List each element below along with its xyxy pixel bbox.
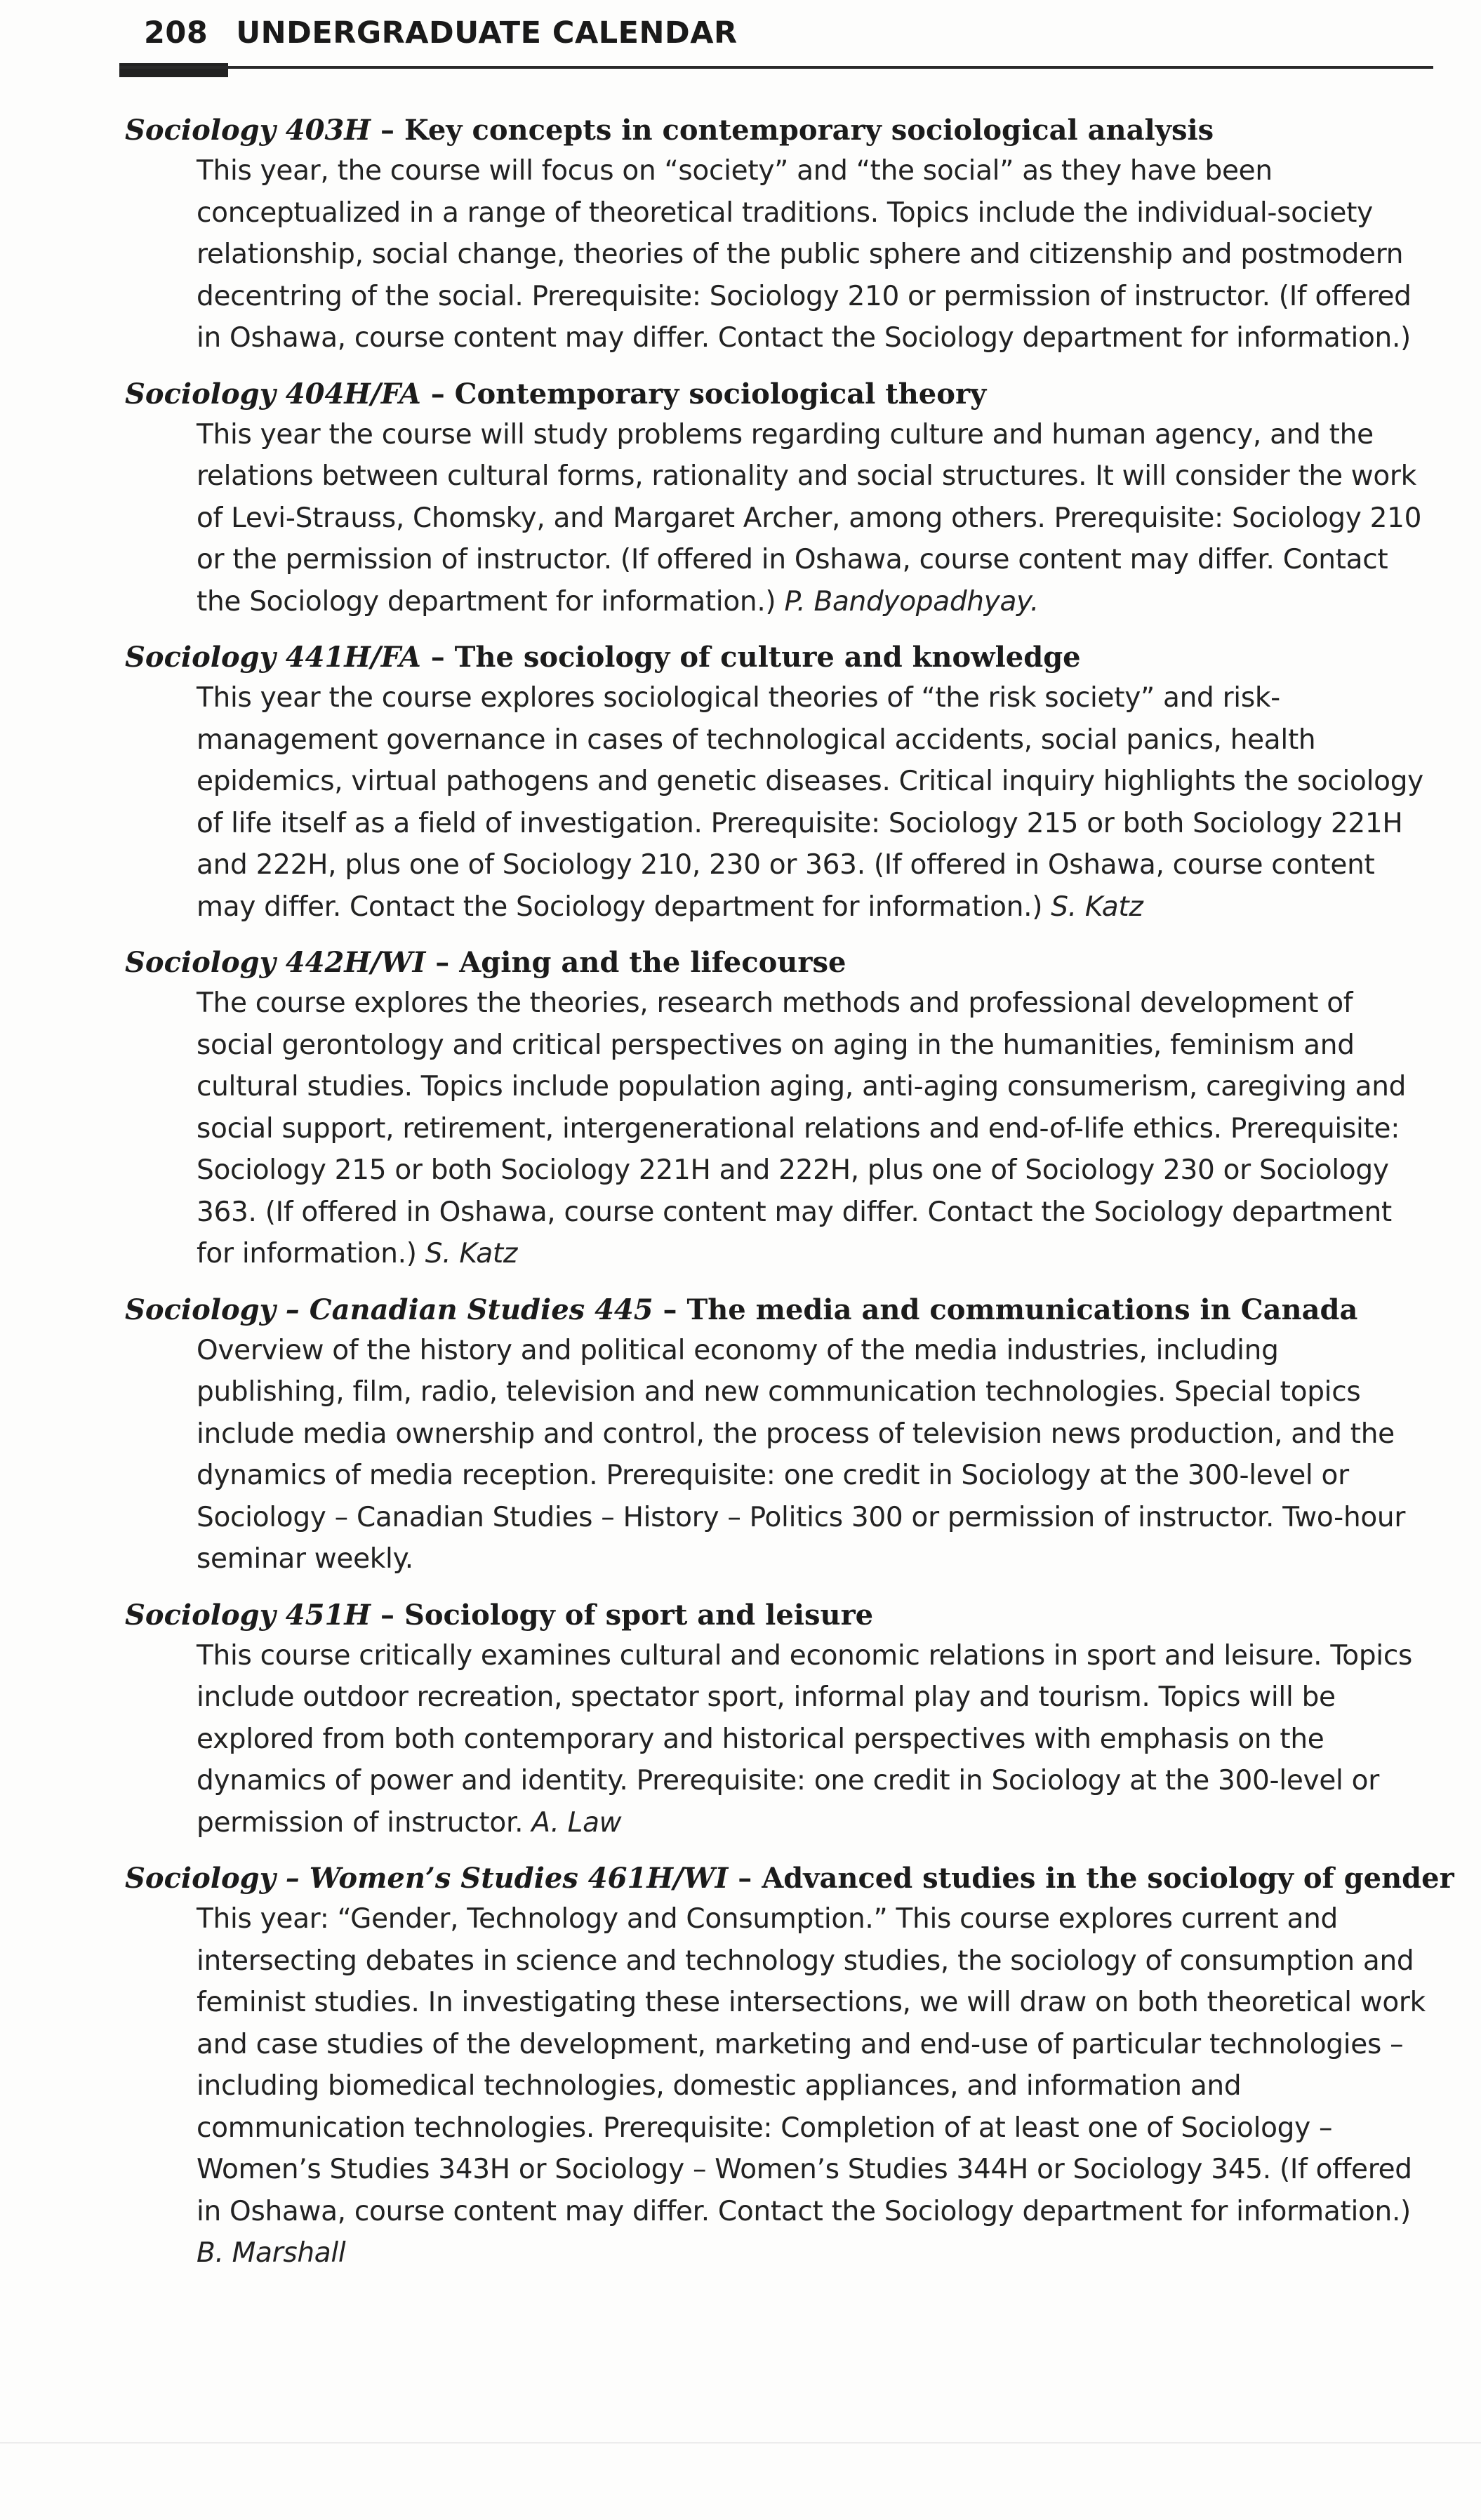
description-text: This year the course explores sociological theories of “the risk society” and risk-management governance in cases of technological accidents, social panics, health epidemics, virtual pathogens and genetic diseases. Critical inquiry highlights the sociology of life itself as a field of investigation. Prerequisite: Sociology 215 or both Sociology 221H and 222H, plus one of Sociology 210, 230 or 363. (If offered in Oshawa, course content may differ. Contact the Sociology department for information.) [197,682,1423,923]
page-header [144,15,738,51]
course-description [197,150,1430,359]
header-rule-accent [119,63,228,77]
course-title: Advanced studies in the sociology of gender [762,1862,1454,1895]
course-entry [125,638,1430,928]
course-code: Sociology – Canadian Studies 445 [125,1293,653,1326]
course-code: Sociology 441H/FA [125,641,421,674]
course-code: Sociology 404H/FA [125,377,421,411]
heading-separator: – [425,946,460,979]
heading-separator: – [371,1598,404,1632]
course-code: Sociology 451H [125,1598,371,1632]
course-description [197,414,1430,623]
course-entry [125,1859,1454,2274]
description-text: This year, the course will focus on “society” and “the social” as they have been conceptualized in a range of theoretical traditions. Topics include the individual-society relationship, social change, theories of the public sphere and citizenship and postmodern decentring of the social. Prerequisite: Sociology 210 or permission of instructor. (If offered in Oshawa, course content may differ. Contact the Sociology department for information.) [197,155,1412,354]
course-entry [125,111,1430,359]
course-description [197,1635,1430,1844]
instructor-name: A. Law [531,1806,622,1839]
course-heading [125,638,1430,677]
course-title: Sociology of sport and leisure [404,1598,874,1632]
description-text: This year: “Gender, Technology and Consumption.” This course explores current and intersecting debates in science and technology studies, the sociology of consumption and feminist studies. In investigating these intersections, we will draw on both theoretical work and case studies of the development, marketing and end-use of particular technologies – including biomedical technologies, domestic appliances, and information and communication technologies. Prerequisite: Completion of at least one of Sociology – Women’s Studies 343H or Sociology – Women’s Studies 344H or Sociology 345. (If offered in Oshawa, course content may differ. Contact the Sociology department for information.) [197,1903,1426,2227]
description-text: The course explores the theories, research methods and professional development of social gerontology and critical perspectives on aging in the humanities, feminism and cultural studies. Topics include population aging, anti-aging consumerism, caregiving and social support, retirement, intergenerational relations and end-of-life ethics. Prerequisite: Sociology 215 or both Sociology 221H and 222H, plus one of Sociology 230 or Sociology 363. (If offered in Oshawa, course content may differ. Contact the Sociology department for information.) [197,987,1407,1269]
description-text: Overview of the history and political economy of the media industries, including publishing, film, radio, television and new communication technologies. Special topics include media ownership and control, the process of television news production, and the dynamics of media reception. Prerequisite: one credit in Sociology at the 300-level or Sociology – Canadian Studies – History – Politics 300 or permission of instructor. Two-hour seminar weekly. [197,1334,1406,1575]
course-list [125,111,1454,2290]
course-heading [125,943,1430,982]
description-text: This year the course will study problems regarding culture and human agency, and the relations between cultural forms, rationality and social structures. It will consider the work of Levi-Strauss, Chomsky, and Margaret Archer, among others. Prerequisite: Sociology 210 or the permission of instructor. (If offered in Oshawa, course content may differ. Contact the Sociology department for information.) [197,418,1422,618]
course-title: Contemporary sociological theory [454,377,987,411]
course-entry [125,1596,1430,1844]
instructor-name: P. Bandyopadhyay. [784,585,1039,618]
course-heading [125,1596,1430,1635]
description-text: This course critically examines cultural and economic relations in sport and leisure. Topics include outdoor recreation, spectator sport, informal play and tourism. Topics will be explored from both contemporary and historical perspectives with emphasis on the dynamics of power and identity. Prerequisite: one credit in Sociology at the 300-level or permission of instructor. [197,1639,1412,1839]
course-entry [125,1291,1430,1580]
course-heading [125,1291,1430,1330]
course-heading [125,1859,1454,1898]
instructor-name: S. Katz [1051,891,1143,923]
heading-separator: – [371,114,404,147]
course-description [197,677,1430,928]
course-title: The media and communications in Canada [686,1293,1358,1326]
running-title: UNDERGRADUATE CALENDAR [236,15,738,51]
heading-separator: – [653,1293,687,1326]
heading-separator: – [420,641,455,674]
heading-separator: – [728,1862,762,1895]
course-description [197,982,1430,1275]
course-title: Key concepts in contemporary sociological analysis [404,114,1214,147]
course-code: Sociology – Women’s Studies 461H/WI [125,1862,729,1895]
course-heading [125,111,1430,150]
scan-edge [0,2442,1481,2444]
course-description [197,1898,1430,2274]
page-number: 208 [144,15,208,51]
course-code: Sociology 403H [125,114,371,147]
course-code: Sociology 442H/WI [125,946,426,979]
course-entry [125,943,1430,1275]
course-heading [125,375,1430,414]
course-description [197,1330,1430,1580]
header-rule [119,66,1433,69]
heading-separator: – [420,377,455,411]
course-title: Aging and the lifecourse [459,946,846,979]
course-entry [125,375,1430,623]
course-title: The sociology of culture and knowledge [454,641,1081,674]
instructor-name: B. Marshall [197,2237,346,2269]
instructor-name: S. Katz [425,1238,518,1269]
